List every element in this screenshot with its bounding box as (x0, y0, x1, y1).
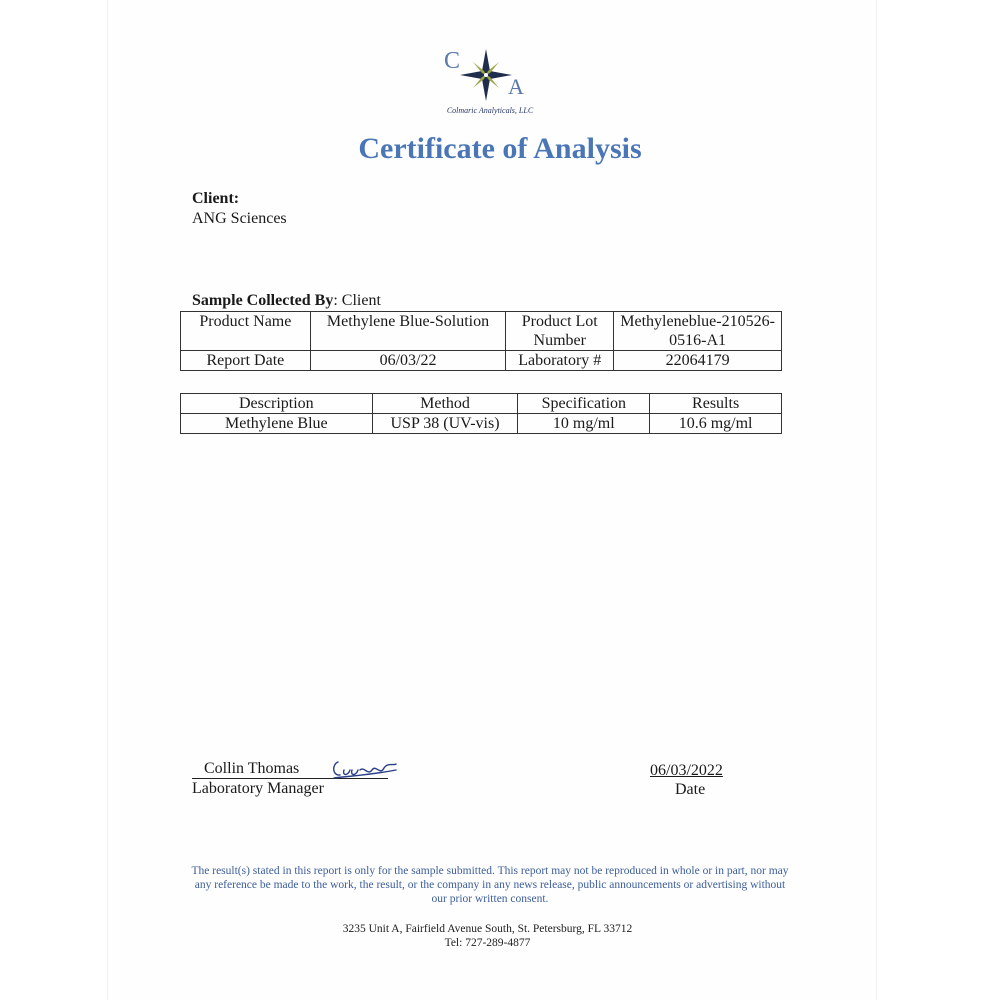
sample-collected-by (192, 292, 381, 310)
table-cell: USP 38 (UV-vis) (372, 414, 518, 434)
table-cell: 10 mg/ml (518, 414, 650, 434)
footer-address (0, 922, 975, 950)
document-title: Certificate of Analysis (358, 132, 642, 165)
table-row (181, 312, 782, 351)
date-label: Date (675, 781, 706, 798)
column-header: Method (372, 394, 518, 414)
handwritten-signature (330, 756, 400, 782)
lab-number-value: 22064179 (614, 351, 782, 371)
client-label: Client: (192, 190, 240, 207)
column-header: Description (181, 394, 373, 414)
report-date-value: 06/03/22 (310, 351, 506, 371)
company-logo (430, 42, 550, 122)
lab-number-label: Laboratory # (506, 351, 614, 371)
table-row (181, 414, 782, 434)
table-cell: Methylene Blue (181, 414, 373, 434)
logo-letter-c: C (444, 48, 461, 74)
table-cell: 10.6 mg/ml (650, 414, 782, 434)
lot-value: Methyleneblue-210526-0516-A1 (614, 312, 782, 351)
product-info-table (180, 311, 782, 371)
lot-label: Product Lot Number (506, 312, 614, 351)
column-header: Results (650, 394, 782, 414)
sample-collected-value: : Client (333, 292, 381, 309)
disclaimer-text: The result(s) stated in this report is only for the sample submitted. This report may not be reproduced in whole or in part, nor may any reference be made to the work, the result, or the company in any news release, public announcements or advertising without our prior written consent. (191, 865, 789, 905)
signatory-name: Collin Thomas (204, 760, 300, 777)
signatory-title: Laboratory Manager (192, 780, 324, 797)
sample-collected-label: Sample Collected By (192, 292, 334, 309)
column-header: Specification (518, 394, 650, 414)
logo-letter-a: A (508, 74, 524, 99)
signature-date: 06/03/2022 (650, 762, 723, 779)
product-name-label: Product Name (181, 312, 311, 351)
report-date-label: Report Date (181, 351, 311, 371)
results-table (180, 393, 782, 434)
company-name: Colmaric Analyticals, LLC (446, 106, 534, 115)
address-line: 3235 Unit A, Fairfield Avenue South, St. Petersburg, FL 33712 (342, 923, 633, 935)
phone-line: Tel: 727-289-4877 (444, 937, 531, 949)
compass-star-icon (430, 42, 550, 106)
table-header-row (181, 394, 782, 414)
table-row (181, 351, 782, 371)
client-name: ANG Sciences (192, 210, 287, 227)
product-name-value: Methylene Blue-Solution (310, 312, 506, 351)
